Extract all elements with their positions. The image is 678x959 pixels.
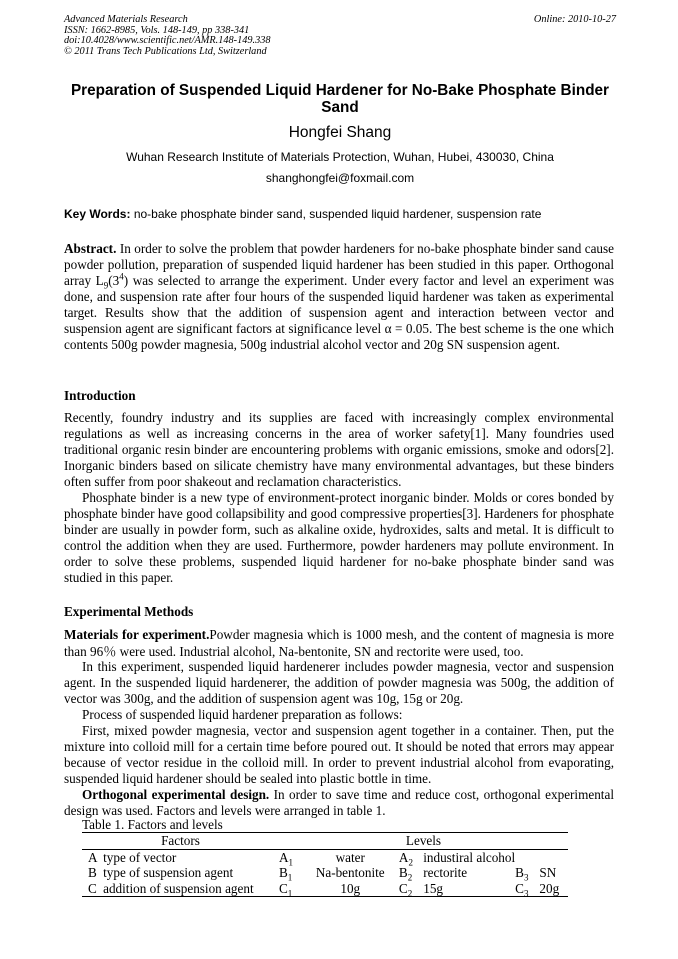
factor-name: type of suspension agent	[103, 865, 234, 880]
introduction-heading: Introduction	[64, 388, 136, 403]
table-row	[82, 881, 568, 897]
materials-text: Powder magnesia which is 1000 mesh, and the content of magnesia is more than 96％ were used. Industrial alcohol, Na-bentonite, SN and rectorite were used, too.	[64, 627, 614, 659]
copyright: © 2011 Trans Tech Publications Ltd, Switzerland	[64, 45, 267, 57]
materials-label: Materials for experiment.	[64, 627, 210, 642]
paper-title: Preparation of Suspended Liquid Hardener for No-Bake Phosphate Binder Sand	[70, 82, 609, 116]
table-row	[82, 865, 568, 881]
intro-paragraph-1: Recently, foundry industry and its supplies are faced with increasingly complex environmental regulations as well as increasing concerns in the area of worker safety[1]. Many foundries used traditional organic resin binder are encountering problems with organic emissions, smoke and odors[2]. Inorganic binders based on silicate chemistry have many environmental advantages, but these binders often suffer from poor shakeout and reclamation characteristics.	[64, 410, 614, 489]
level-2-code: $B_2$	[398, 865, 413, 883]
levels-header: Levels	[279, 833, 568, 850]
factor-key: C	[88, 880, 97, 896]
factors-header: Factors	[82, 833, 279, 850]
level-3-value: SN	[539, 865, 557, 880]
factor-name: type of vector	[103, 849, 177, 865]
methods-paragraph-4: First, mixed powder magnesia, vector and suspension agent together in a container. Then, put the mixture into colloid mill for a certain time before poured out. It should be noted that errors may appear because of vector residue in the colloid mill. In order to prevent industrial alcohol from evaporating, suspended liquid hardener should be sealed into plastic bottle in time.	[64, 723, 614, 786]
level-2-code: $C_2$	[398, 880, 413, 899]
email[interactable]: shanghongfei@foxmail.com	[265, 171, 415, 185]
level-3-code: $C_3$	[515, 880, 529, 899]
array-superscript: 4	[119, 271, 124, 282]
level-3-value	[539, 849, 568, 865]
author: Hongfei Shang	[288, 124, 392, 141]
design-text: In order to save time and reduce cost, orthogonal experimental design was used. Factors and levels were arranged in table 1.	[64, 787, 614, 818]
abstract-text-after: ) was selected to arrange the experiment. Under every factor and level an experiment was done, and suspension rate after four hours of the suspended liquid hardener was taken as experimental target. Results show that the addition of suspension agent and interaction between vector and suspension agent are significant factors at significance level α = 0.05. The best scheme is the one which contents 500g powder magnesia, 500g industrial alcohol vector and 20g SN suspension agent.	[64, 273, 615, 352]
factor-key: A	[88, 849, 98, 865]
table-header-row	[82, 833, 568, 850]
level-1-code: $B_1$	[278, 865, 293, 883]
doi: doi:10.4028/www.scientific.net/AMR.148-149.338	[64, 35, 271, 47]
level-2-value: rectorite	[423, 865, 468, 880]
journal-name: Advanced Materials Research	[64, 14, 188, 25]
abstract-text-before: In order to solve the problem that powder hardeners for no-bake phosphate binder sand cause powder pollution, preparation of suspended liquid hardener has been studied in this paper. Orthogonal array L	[64, 241, 615, 288]
level-3-code	[515, 849, 539, 865]
factor-name: addition of suspension agent	[103, 880, 254, 896]
factors-levels-table	[82, 832, 568, 897]
level-3-value: 20g	[539, 880, 560, 896]
methods-heading: Experimental Methods	[64, 604, 194, 619]
design-paragraph	[64, 787, 614, 819]
level-1-code: $C_1$	[278, 880, 293, 899]
array-subscript: 9	[103, 280, 109, 291]
materials-paragraph	[64, 626, 614, 660]
level-2-value: 15g	[423, 880, 444, 896]
issn: ISSN: 1662-8985, Vols. 148-149, pp 338-341	[64, 24, 250, 36]
methods-paragraph-2: In this experiment, suspended liquid hardenerer includes powder magnesia, vector and suspension agent. In the suspended liquid hardenerer, the addition of powder magnesia was 500g, the addition of vector was 300g, and the addition of suspension agent was 10g, 15g or 20g.	[64, 659, 614, 706]
array-paren: (3	[108, 273, 120, 288]
level-3-code: $B_3$	[515, 865, 529, 883]
level-1-code: $A_1$	[278, 849, 293, 868]
keywords-label: Key Words:	[64, 207, 131, 221]
abstract	[64, 241, 614, 353]
design-label: Orthogonal experimental design.	[82, 787, 270, 802]
table-row	[82, 849, 568, 865]
affiliation: Wuhan Research Institute of Materials Protection, Wuhan, Hubei, 430030, China	[126, 150, 554, 164]
online-date: Online: 2010-10-27	[533, 14, 616, 25]
level-2-value: industiral alcohol	[423, 849, 516, 865]
journal-header	[64, 15, 616, 57]
level-1-value: 10g	[340, 880, 361, 896]
level-1-value: water	[335, 849, 365, 865]
level-2-code: $A_2$	[398, 849, 413, 868]
level-1-value: Na-bentonite	[315, 865, 385, 880]
keywords-text: no-bake phosphate binder sand, suspended liquid hardener, suspension rate	[133, 207, 542, 221]
abstract-label: Abstract.	[64, 241, 117, 256]
table-caption: Table 1. Factors and levels	[82, 817, 223, 832]
methods-paragraph-3: Process of suspended liquid hardener preparation as follows:	[82, 707, 403, 722]
keywords	[64, 207, 616, 221]
intro-paragraph-2: Phosphate binder is a new type of environment-protect inorganic binder. Molds or cores bonded by phosphate binder have good collapsibility and good compressive properties[3]. Hardeners for phosphate binder are usually in powder form, such as alkaline oxide, hydroxides, salts and metal. It is difficult to control the addition when they are used. Furthermore, powder hardeners may pollute environment. In order to solve these problems, suspended liquid hardener for no-bake phosphate binder sand was studied in this paper.	[64, 490, 614, 585]
factor-key: B	[88, 865, 97, 880]
